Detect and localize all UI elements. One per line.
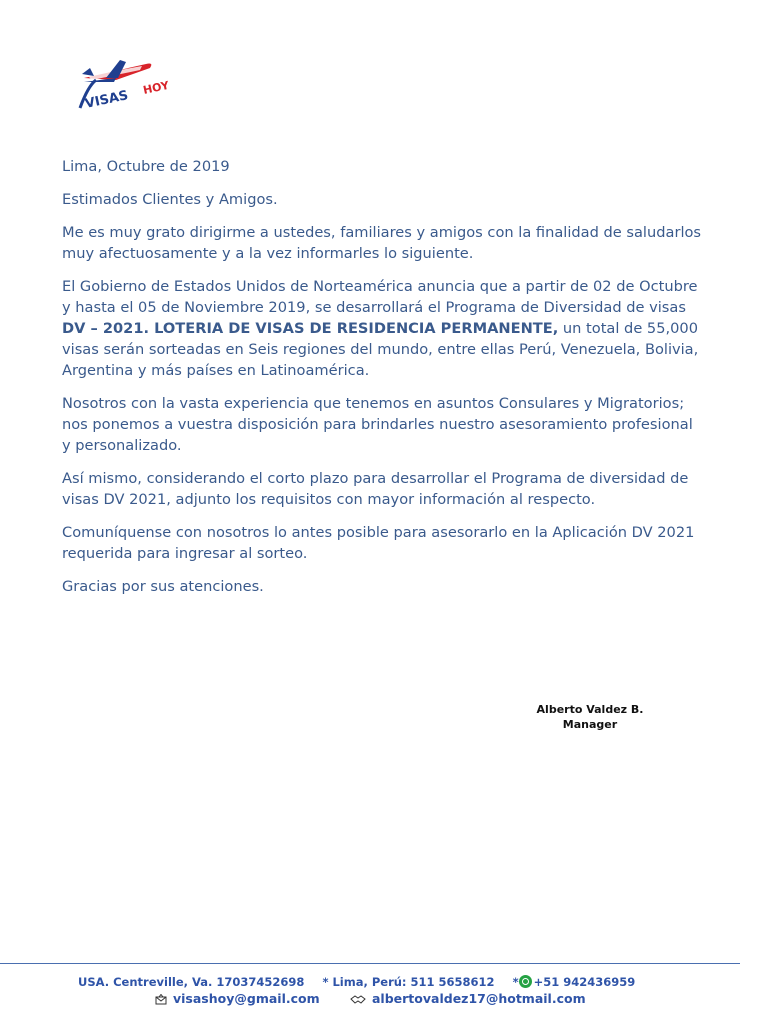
- footer-email-2-wrap: [350, 991, 586, 1006]
- paragraph-2-start: El Gobierno de Estados Unidos de Norteamérica anuncia que a partir de 02 de Octubre y hasta el 05 de Noviembre 2019, se desarrollará el Programa de Diversidad de visas: [62, 278, 698, 316]
- letter-date: Lima, Octubre de 2019: [62, 158, 230, 175]
- letter-greeting: Estimados Clientes y Amigos.: [62, 191, 278, 208]
- footer-email-line: [155, 991, 586, 1006]
- letter-paragraph-1: Me es muy grato dirigirme a ustedes, familiares y amigos con la finalidad de saludarlos muy afectuosamente y a la vez informarles lo siguiente.: [62, 224, 702, 262]
- visas-hoy-logo: [76, 56, 180, 116]
- letter-paragraph-3: Nosotros con la vasta experiencia que tenemos en asuntos Consulares y Migratorios; nos ponemos a vuestra disposición para brindarles nuestro asesoramiento profesional y personalizado.: [62, 395, 693, 454]
- footer-lima-address: * Lima, Perú: 511 5658612: [322, 975, 495, 989]
- signature-block: [510, 702, 670, 732]
- letter-paragraph-5: Comuníquense con nosotros lo antes posible para asesorarlo en la Aplicación DV 2021 requerida para ingresar al sorteo.: [62, 524, 695, 562]
- signature-title: Manager: [562, 718, 618, 731]
- footer-divider: [0, 963, 740, 964]
- footer-email-1[interactable]: visashoy@gmail.com: [173, 991, 320, 1006]
- letter-paragraph-4: Así mismo, considerando el corto plazo para desarrollar el Programa de diversidad de visas DV 2021, adjunto los requisitos con mayor información al respecto.: [62, 470, 689, 508]
- footer-email-2[interactable]: albertovaldez17@hotmail.com: [372, 991, 586, 1006]
- letter-body: [62, 156, 702, 609]
- footer-phone-prefix: *: [512, 975, 519, 989]
- paragraph-2-end: un total de 55,000 visas serán sorteadas en Seis regiones del mundo, entre ellas Perú, Venezuela, Bolivia, Argentina y más países en Latinoamérica.: [62, 320, 699, 379]
- footer-address-line: [78, 975, 635, 989]
- logo-text-hoy: HOY: [141, 78, 171, 97]
- signature-name: Alberto Valdez B.: [536, 703, 644, 716]
- footer-usa-address: USA. Centreville, Va. 17037452698: [78, 975, 305, 989]
- letter-paragraph-2: [62, 276, 702, 381]
- handshake-icon: [350, 994, 366, 1005]
- footer-email-1-wrap: [155, 991, 324, 1006]
- envelope-icon: [155, 994, 167, 1005]
- whatsapp-icon: [519, 975, 532, 988]
- logo-text-visas: VISAS: [83, 88, 130, 112]
- footer-whatsapp-phone: +51 942436959: [533, 975, 636, 989]
- letter-closing: Gracias por sus atenciones.: [62, 578, 264, 595]
- paragraph-2-bold: DV – 2021. LOTERIA DE VISAS DE RESIDENCIA PERMANENTE,: [62, 320, 559, 337]
